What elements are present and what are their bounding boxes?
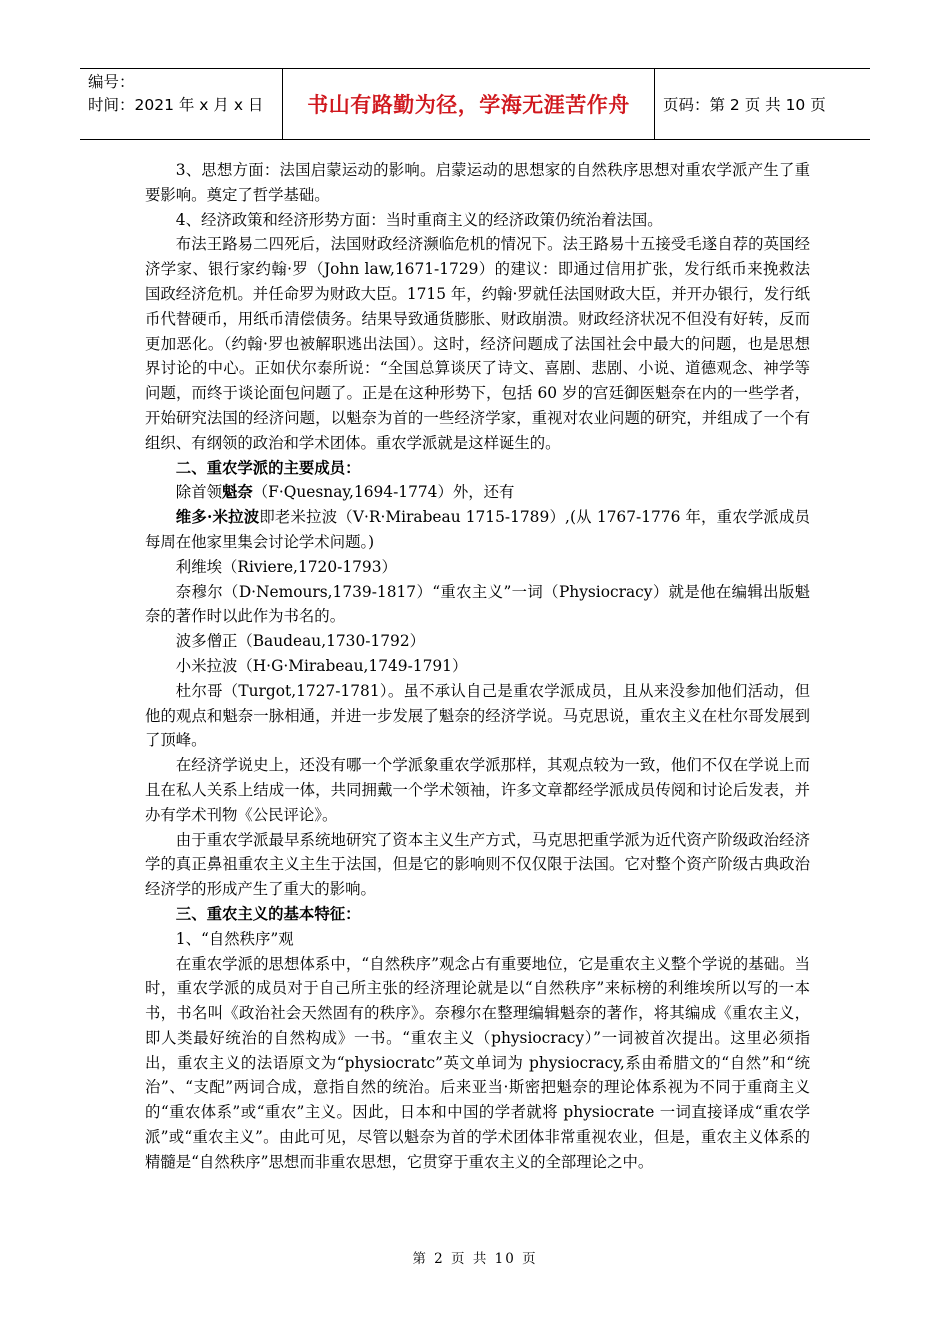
paragraph: 在经济学说史上，还没有哪一个学派象重农学派那样，其观点较为一致，他们不仅在学说上而且在私人关系上结成一体，共同拥戴一个学术领袖，许多文章都经学派成员传阅和讨论后发表，并办有学术刊物《公民评论》。 (145, 756, 810, 824)
paragraph: 在重农学派的思想体系中，“自然秩序”观念占有重要地位，它是重农主义整个学说的基础。当时，重农学派的成员对于自己所主张的经济理论就是以“自然秩序”来标榜的利维埃所以写的一本书，书名叫《政治社会天然固有的秩序》。奈穆尔在整理编辑魁奈的著作，将其编成《重农主义，即人类最好统治的自然构成》一书。“重农主义（physiocracy）”一词被首次提出。这里必须指出，重农主义的法语原文为“physiocratc”英文单词为 physiocracy,系由希腊文的“自然”和“统治”、“支配”两词合成，意指自然的统治。后来亚当·斯密把魁奈的理论体系视为不同于重商主义的“重农体系”或“重农”主义。因此，日本和中国的学者就将 physiocrate 一词直接译成“重农学派”或“重农主义”。由此可见，尽管以魁奈为首的学术团体非常重视农业，但是，重农主义体系的精髓是“自然秩序”思想而非重农思想，它贯穿于重农主义的全部理论之中。 (145, 954, 810, 1171)
member-text: 除首领 (175, 483, 222, 502)
subsection-heading: 1、“自然秩序”观 (175, 929, 294, 948)
paragraph: 布法王路易二四死后，法国财政经济濒临危机的情况下。法王路易十五接受毛遂自荐的英国经济学家、银行家约翰·罗（John law,1671-1729）的建议：即通过信用扩张，发行纸币来挽救法国政经济危机。并任命罗为财政大臣。1715 年，约翰·罗就任法国财政大臣，并开办银行，发行纸币代替硬币，用纸币清偿债务。结果导致通货膨胀、财政崩溃。财政经济状况不但没有好转，反而更加恶化。（约翰·罗也被解职逃出法国）。这时，经济问题成了法国社会中最大的问题，也是思想界讨论的中心。正如伏尔泰所说：“全国总算谈厌了诗文、喜剧、悲剧、小说、道德观念、神学等问题，而终于谈论面包问题了。正是在这种形势下，包括 60 岁的宫廷御医魁奈在内的一些学者，开始研究法国的经济问题，以魁奈为首的一些经济学家，重视对农业问题的研究，并组成了一个有组织、有纲领的政治和学术团体。重农学派就是这样诞生的。 (145, 235, 810, 452)
page-footer: 第 2 页 共 10 页 (412, 1251, 538, 1267)
header-meta (80, 69, 283, 139)
section-heading: 二、重农学派的主要成员： (175, 458, 361, 477)
member-entry: 小米拉波（H·G·Mirabeau,1749-1791） (175, 656, 468, 675)
member-entry: 利维埃（Riviere,1720-1793） (175, 557, 397, 576)
member-text: 即老米拉波（V·R·Mirabeau 1715-1789）,(从 1767-1776 年，重农学派成员每周在他家里集会讨论学术问题。) (145, 508, 811, 551)
member-entry: 奈穆尔（D·Nemours,1739-1817）“重农主义”一词（Physiocracy）就是他在编辑出版魁奈的著作时以此作为书名的。 (145, 582, 811, 626)
header-page-number: 页码：第 2 页 共 10 页 (663, 96, 826, 114)
paragraph: 由于重农学派最早系统地研究了资本主义生产方式，马克思把重学派为近代资产阶级政治经济学的真正鼻祖重农主义主生于法国，但是它的影响则不仅仅限于法国。它对整个资产阶级古典政治经济学的形成产生了重大的影响。 (145, 830, 810, 899)
member-entry: 波多僧正（Baudeau,1730-1792） (175, 632, 426, 651)
member-entry: 杜尔哥（Turgot,1727-1781）。虽不承认自己是重农学派成员，且从来没参加他们活动，但他的观点和魁奈一脉相通，并进一步发展了魁奈的经济学说。马克思说，重农主义在杜尔哥发展到了顶峰。 (145, 681, 810, 750)
header-motto: 书山有路勤为径，学海无涯苦作舟 (283, 69, 655, 139)
member-entry (145, 505, 810, 555)
member-entry (145, 480, 810, 505)
page-header (80, 68, 870, 140)
member-name-bold: 维多·米拉波 (175, 508, 260, 527)
paragraph: 3、思想方面：法国启蒙运动的影响。启蒙运动的思想家的自然秩序思想对重农学派产生了重要影响。奠定了哲学基础。 (145, 161, 810, 204)
paragraph: 4、经济政策和经济形势方面：当时重商主义的经济政策仍统治着法国。 (175, 210, 663, 229)
member-name-bold: 魁奈 (221, 483, 253, 502)
section-heading: 三、重农主义的基本特征： (175, 904, 361, 923)
document-date-label: 时间：2021 年 x 月 x 日 (88, 96, 264, 114)
document-number-label: 编号： (88, 73, 135, 91)
member-text: （F·Quesnay,1694-1774）外，还有 (252, 483, 515, 502)
document-body (145, 158, 810, 1175)
